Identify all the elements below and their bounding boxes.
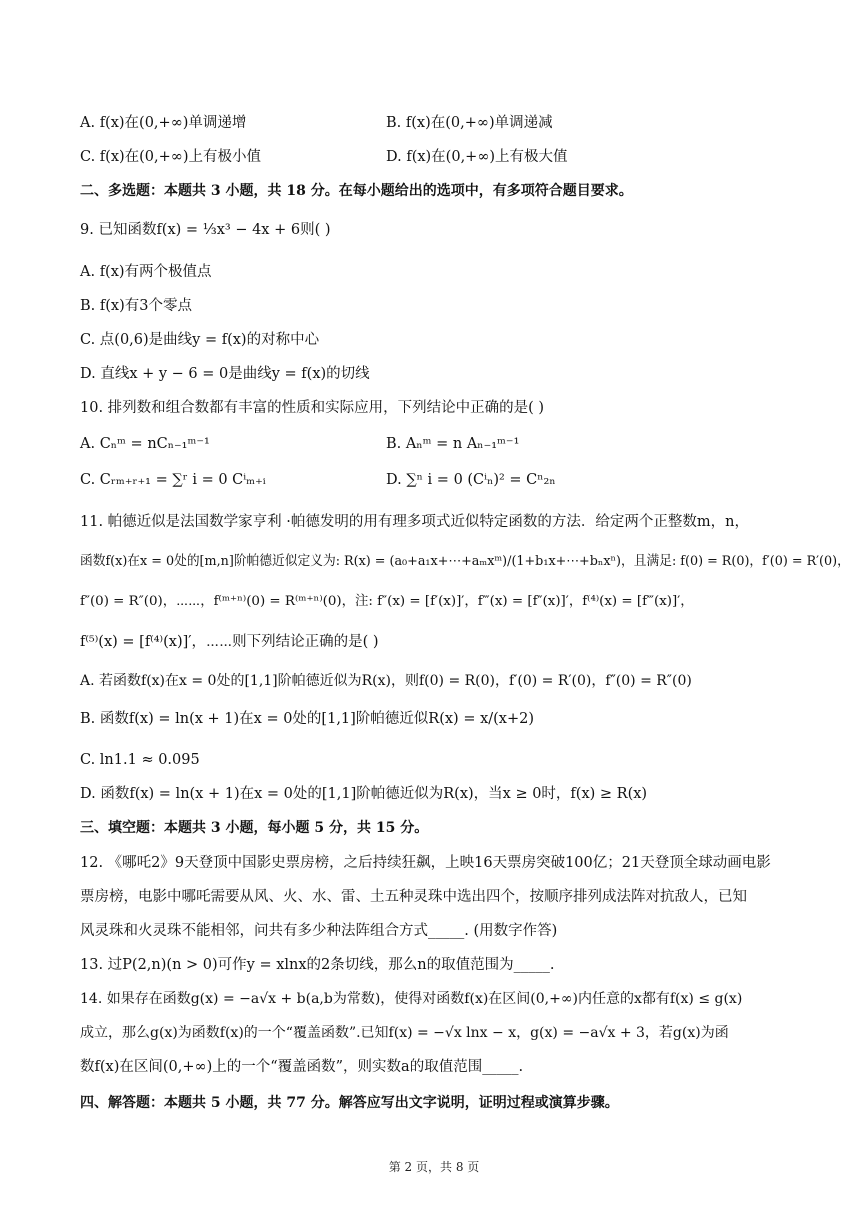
- q10-option-c: C. Cᵣₘ₊ᵣ₊₁ = ∑ʳ i = 0 Cⁱₘ₊ᵢ: [80, 472, 266, 488]
- q11-option-a: A. 若函数f(x)在x = 0处的[1,1]阶帕德近似为R(x)，则f(0) = R(0)，f′(0) = R′(0)，f″(0) = R″(0): [80, 673, 692, 689]
- q10-option-d: D. ∑ⁿ i = 0 (Cⁱₙ)² = Cⁿ₂ₙ: [386, 472, 556, 488]
- q9-option-b: B. f(x)有3个零点: [80, 298, 192, 314]
- q12-line-3: 风灵珠和火灵珠不能相邻，问共有多少种法阵组合方式_____. (用数字作答): [80, 923, 558, 939]
- q10-option-b: B. Aₙᵐ = n Aₙ₋₁ᵐ⁻¹: [386, 436, 520, 452]
- page-footer: 第 2 页，共 8 页: [388, 1160, 480, 1174]
- q10-option-a: A. Cₙᵐ = nCₙ₋₁ᵐ⁻¹: [80, 436, 210, 452]
- q8-option-b: B. f(x)在(0,+∞)单调递减: [386, 115, 553, 131]
- q11-option-b: B. 函数f(x) = ln(x + 1)在x = 0处的[1,1]阶帕德近似R(x) = x/(x+2): [80, 711, 535, 727]
- q8-option-c: C. f(x)在(0,+∞)上有极小值: [80, 149, 262, 165]
- q9-option-c: C. 点(0,6)是曲线y = f(x)的对称中心: [80, 332, 320, 348]
- q8-option-d: D. f(x)在(0,+∞)上有极大值: [386, 149, 568, 165]
- q9-option-d: D. 直线x + y − 6 = 0是曲线y = f(x)的切线: [80, 366, 370, 382]
- question-13: 13. 过P(2,n)(n > 0)可作y = xlnx的2条切线，那么n的取值范围为_____.: [80, 957, 555, 973]
- section2-header: 二、多选题：本题共 3 小题，共 18 分。在每小题给出的选项中，有多项符合题目要求。: [80, 183, 633, 199]
- q14-line-2: 成立，那么g(x)为函数f(x)的一个“覆盖函数”.已知f(x) = −√x lnx − x，g(x) = −a√x + 3，若g(x)为函: [80, 1025, 729, 1041]
- q11-line-2: 函数f(x)在x = 0处的[m,n]阶帕德近似定义为: R(x) = (a₀+a₁x+⋯+aₘxᵐ)/(1+b₁x+⋯+bₙxⁿ)，且满足: f(0) = R(0)，f′(0) = R′(0)，: [80, 554, 850, 569]
- q11-line-1: 11. 帕德近似是法国数学家亨利 ·帕德发明的用有理多项式近似特定函数的方法．给定两个正整数m，n，: [80, 514, 749, 530]
- q9-option-a: A. f(x)有两个极值点: [80, 264, 212, 280]
- q12-line-1: 12. 《哪吒2》9天登顶中国影史票房榜，之后持续狂飙，上映16天票房突破100亿；21天登顶全球动画电影: [80, 855, 771, 871]
- q9-stem: 9. 已知函数f(x) = ⅓x³ − 4x + 6则( ): [80, 222, 331, 238]
- q8-option-a: A. f(x)在(0,+∞)单调递增: [80, 115, 247, 131]
- section4-header: 四、解答题：本题共 5 小题，共 77 分。解答应写出文字说明，证明过程或演算步骤。: [80, 1095, 619, 1111]
- q14-line-1: 14. 如果存在函数g(x) = −a√x + b(a,b为常数)，使得对函数f(x)在区间(0,+∞)内任意的x都有f(x) ≤ g(x): [80, 991, 743, 1007]
- q14-line-3: 数f(x)在区间(0,+∞)上的一个“覆盖函数”，则实数a的取值范围_____.: [80, 1059, 524, 1075]
- q11-line-3: f″(0) = R″(0)，⋯⋯，f⁽ᵐ⁺ⁿ⁾(0) = R⁽ᵐ⁺ⁿ⁾(0)，注: f″(x) = [f′(x)]′，f‴(x) = [f″(x)]′，f⁽⁴⁾(x) = [f‴(x)]′，: [80, 594, 694, 609]
- q11-option-d: D. 函数f(x) = ln(x + 1)在x = 0处的[1,1]阶帕德近似为R(x)，当x ≥ 0时，f(x) ≥ R(x): [80, 786, 648, 802]
- q11-option-c: C. ln1.1 ≈ 0.095: [80, 752, 200, 768]
- q11-line-4: f⁽⁵⁾(x) = [f⁽⁴⁾(x)]′，⋯⋯则下列结论正确的是( ): [80, 634, 379, 650]
- q12-line-2: 票房榜，电影中哪吒需要从风、火、水、雷、土五种灵珠中选出四个，按顺序排列成法阵对抗敌人，已知: [80, 889, 747, 905]
- q10-stem: 10. 排列数和组合数都有丰富的性质和实际应用，下列结论中正确的是( ): [80, 400, 545, 416]
- section3-header: 三、填空题：本题共 3 小题，每小题 5 分，共 15 分。: [80, 820, 429, 836]
